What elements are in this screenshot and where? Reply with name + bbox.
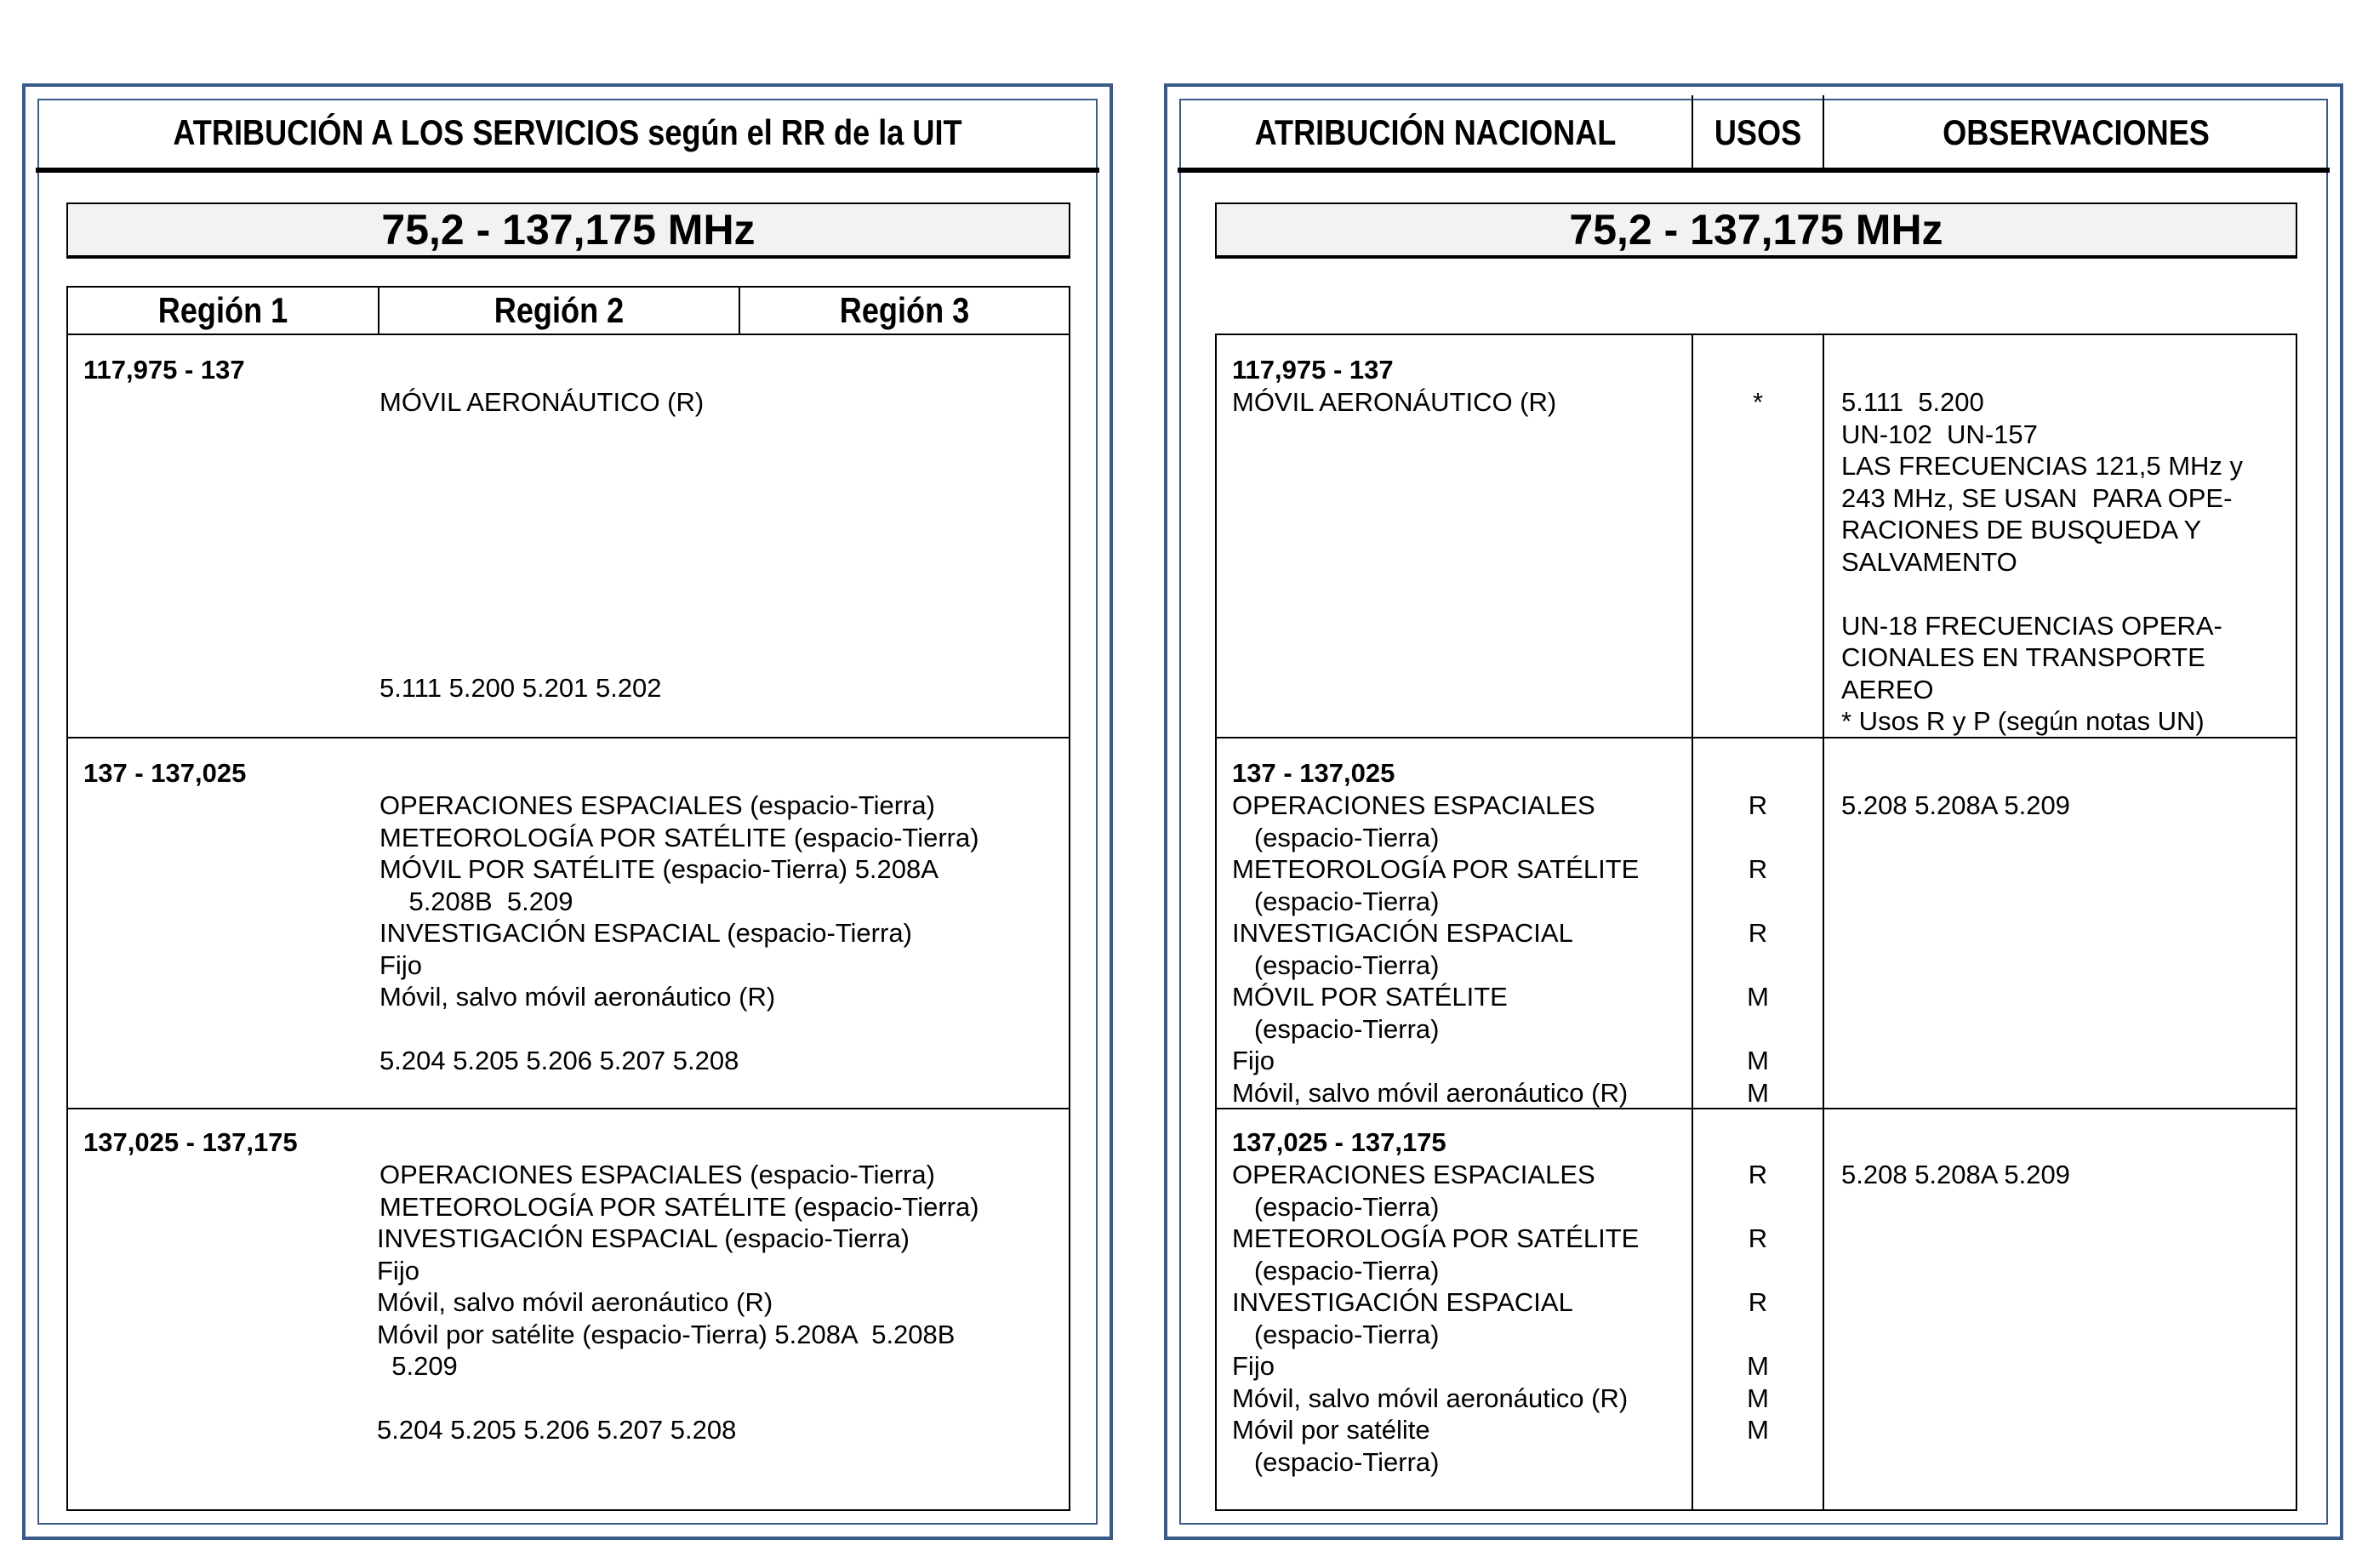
service-line: (espacio-Tierra) [1232, 822, 1440, 852]
observation-line: RACIONES DE BUSQUEDA Y [1841, 515, 2202, 545]
observation-line: CIONALES EN TRANSPORTE [1841, 642, 2205, 672]
itu-row-divider-2 [66, 1108, 1070, 1109]
national-band-box [1215, 202, 2297, 259]
service-line: Móvil, salvo móvil aeronáutico (R) [1232, 1383, 1629, 1413]
usos-value: M [1747, 982, 1769, 1012]
service-line: Fijo [379, 949, 422, 980]
usos-value: R [1748, 1160, 1768, 1189]
service-line: 5.204 5.205 5.206 5.207 5.208 [379, 1046, 739, 1075]
service-line: OPERACIONES ESPACIALES (espacio-Tierra) [379, 790, 935, 820]
national-row-3-observations: 5.208 5.208A 5.209 [1841, 1160, 2070, 1189]
usos-value: R [1748, 918, 1768, 948]
observation-line: 243 MHz, SE USAN PARA OPE- [1841, 482, 2233, 513]
itu-row-3-range: 137,025 - 137,175 [83, 1127, 298, 1157]
itu-regions-header-rule [66, 334, 1070, 335]
observation-line: AEREO [1841, 674, 1934, 704]
service-line: Móvil, salvo móvil aeronáutico (R) [1232, 1077, 1629, 1108]
itu-band-box [66, 202, 1070, 259]
service-line: 5.208B 5.209 [379, 886, 573, 916]
itu-band-label: 75,2 - 137,175 MHz [381, 206, 756, 254]
service-line: 5.204 5.205 5.206 5.207 5.208 [377, 1415, 737, 1445]
service-line: Fijo [377, 1255, 419, 1286]
service-line: METEOROLOGÍA POR SATÉLITE [1232, 1223, 1640, 1253]
usos-value: M [1747, 1383, 1769, 1413]
itu-allocation-header: ATRIBUCIÓN A LOS SERVICIOS según el RR de la UIT [173, 112, 962, 152]
national-row-1-service: MÓVIL AERONÁUTICO (R) [1232, 387, 1557, 417]
service-line: (espacio-Tierra) [1232, 1013, 1440, 1044]
itu-row-divider-1 [66, 737, 1070, 738]
service-line: INVESTIGACIÓN ESPACIAL (espacio-Tierra) [379, 918, 912, 948]
itu-row-2-range: 137 - 137,025 [83, 758, 247, 788]
service-line: (espacio-Tierra) [1232, 1255, 1440, 1286]
observation-line: LAS FRECUENCIAS 121,5 MHz y [1841, 451, 2244, 481]
service-line: METEOROLOGÍA POR SATÉLITE [1232, 854, 1640, 884]
header-divider-1 [1692, 95, 1693, 170]
observation-line: 5.111 5.200 [1841, 387, 1984, 417]
itu-row-1-range: 117,975 - 137 [83, 355, 245, 385]
itu-region-divider-1 [378, 286, 379, 335]
service-line: Fijo [1232, 1351, 1275, 1381]
service-line: MÓVIL POR SATÉLITE [1232, 982, 1508, 1012]
itu-row-1-footnotes: 5.111 5.200 5.201 5.202 [379, 673, 662, 703]
service-line: Móvil por satélite (espacio-Tierra) 5.208A 5.208B [377, 1319, 956, 1349]
national-header-rule [1178, 168, 2330, 173]
national-row-1-usos: * [1752, 387, 1764, 417]
service-line: INVESTIGACIÓN ESPACIAL [1232, 1287, 1573, 1317]
service-line: OPERACIONES ESPACIALES [1232, 1160, 1595, 1189]
observaciones-column-divider [1823, 334, 1824, 1511]
observation-line: SALVAMENTO [1841, 546, 2017, 577]
usos-value: M [1747, 1046, 1769, 1075]
service-line: INVESTIGACIÓN ESPACIAL (espacio-Tierra) [377, 1223, 910, 1253]
service-line: METEOROLOGÍA POR SATÉLITE (espacio-Tierra) [379, 822, 979, 852]
national-band-label: 75,2 - 137,175 MHz [1569, 206, 1943, 254]
service-line: (espacio-Tierra) [1232, 886, 1440, 916]
observaciones-header: OBSERVACIONES [1943, 112, 2210, 152]
usos-value: R [1748, 1287, 1768, 1317]
observation-line: UN-18 FRECUENCIAS OPERA- [1841, 610, 2222, 641]
observation-line: * Usos R y P (según notas UN) [1841, 706, 2205, 736]
region-3-header: Región 3 [839, 290, 970, 330]
usos-value: R [1748, 854, 1768, 884]
usos-value: R [1748, 1223, 1768, 1253]
usos-header: USOS [1714, 112, 1802, 152]
service-line: METEOROLOGÍA POR SATÉLITE (espacio-Tierra) [379, 1191, 979, 1222]
service-line: MÓVIL POR SATÉLITE (espacio-Tierra) 5.208A [379, 854, 939, 884]
service-line: Fijo [1232, 1046, 1275, 1075]
service-line: Móvil, salvo móvil aeronáutico (R) [377, 1287, 773, 1317]
service-line: INVESTIGACIÓN ESPACIAL [1232, 918, 1573, 948]
service-line: (espacio-Tierra) [1232, 1446, 1440, 1477]
usos-value: R [1748, 790, 1768, 820]
national-row-1-range: 117,975 - 137 [1232, 355, 1394, 385]
service-line: (espacio-Tierra) [1232, 1191, 1440, 1222]
service-line: Móvil, salvo móvil aeronáutico (R) [379, 982, 776, 1012]
national-row-2-observations: 5.208 5.208A 5.209 [1841, 790, 2070, 820]
service-line: (espacio-Tierra) [1232, 1319, 1440, 1349]
national-allocation-header: ATRIBUCIÓN NACIONAL [1254, 112, 1617, 152]
service-line: (espacio-Tierra) [1232, 949, 1440, 980]
national-row-3-range: 137,025 - 137,175 [1232, 1127, 1446, 1157]
usos-value: M [1747, 1077, 1769, 1108]
itu-header-rule [36, 168, 1099, 173]
region-2-header: Región 2 [494, 290, 625, 330]
usos-value: M [1747, 1351, 1769, 1381]
region-1-header: Región 1 [157, 290, 288, 330]
header-divider-2 [1823, 95, 1824, 170]
observation-line: UN-102 UN-157 [1841, 419, 2038, 449]
service-line: 5.209 [377, 1351, 458, 1381]
usos-value: M [1747, 1415, 1769, 1445]
itu-region-divider-2 [739, 286, 740, 335]
itu-row-1-service: MÓVIL AERONÁUTICO (R) [379, 387, 705, 417]
service-line: OPERACIONES ESPACIALES [1232, 790, 1595, 820]
service-line: Móvil por satélite [1232, 1415, 1430, 1445]
service-line: OPERACIONES ESPACIALES (espacio-Tierra) [379, 1160, 935, 1189]
national-row-2-range: 137 - 137,025 [1232, 758, 1395, 788]
